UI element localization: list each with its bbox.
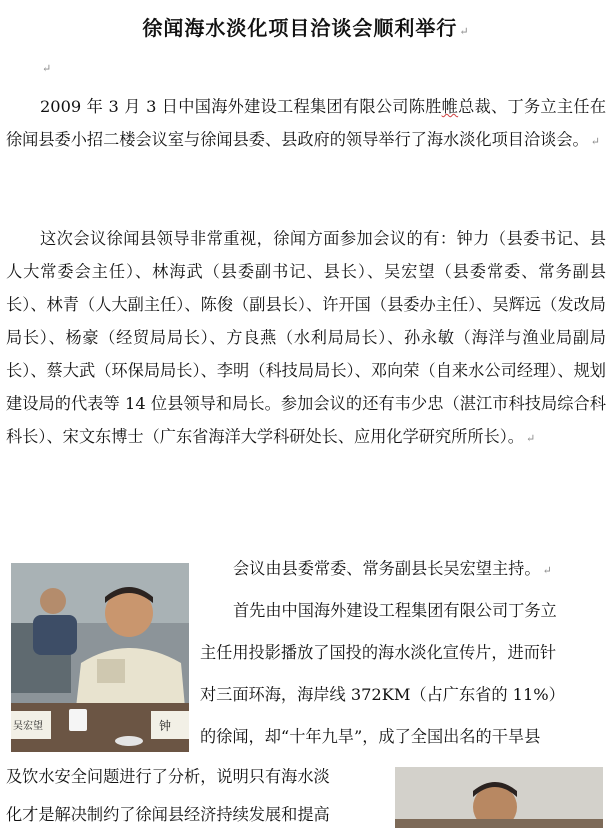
paragraph-4-line-5: 及饮水安全问题进行了分析，说明只有海水淡 — [6, 767, 330, 786]
paragraph-mark-icon: ↵ — [459, 25, 470, 38]
paragraph-4-line-2: 主任用投影播放了国投的海水淡化宣传片，进而针 — [200, 643, 557, 662]
nameplate-zhong: 钟 — [159, 719, 172, 733]
paragraph-mark-icon: ↵ — [42, 62, 52, 75]
paragraph-4-line-4: 的徐闻，却“十年九旱”，成了全国出名的干旱县 — [200, 727, 541, 746]
meeting-photo-2-image — [395, 767, 603, 828]
paragraph-4-line-3: 对三面环海，海岸线 372KM（占广东省的 11%） — [200, 685, 565, 704]
paragraph-1 — [6, 90, 606, 158]
document-title — [0, 12, 612, 41]
paragraph-1-text: 2009 年 3 月 3 日中国海外建设工程集团有限公司陈胜 — [40, 97, 442, 116]
paragraph-3 — [233, 552, 552, 587]
spellcheck-underlined-word: 帷 — [441, 97, 459, 116]
meeting-photo-1 — [11, 563, 189, 752]
paragraph-4-line-6: 化才是解决制约了徐闻县经济持续发展和提高 — [6, 805, 330, 824]
meeting-photo-2 — [395, 767, 603, 828]
paragraph-2-text: 这次会议徐闻县领导非常重视，徐闻方面参加会议的有：钟力（县委书记、县人大常委会主任）、林海武（县委副书记、县长）、吴宏望（县委常委、常务副县长）、林青（人大副主任）、陈俊（副县长）、许开国（县委办主任）、吴辉远（发改局局长）、杨豪（经贸局局长）、方良燕（水利局局长）、孙永敏（海洋与渔业局副局长）、蔡大武（环保局局长）、李明（科技局局长）、邓向荣（自来水公司经理）、规划建设局的代表等 14 位县领导和局长。参加会议的还有韦少忠（湛江市科技局综合科科长）、宋文东博士（广东省海洋大学科研处长、应用化学研究所所长）。 — [6, 229, 606, 446]
paragraph-3-text: 会议由县委常委、常务副县长吴宏望主持。 — [233, 559, 541, 578]
paragraph-2 — [6, 222, 606, 455]
paragraph-mark-icon: ↵ — [590, 135, 600, 148]
paragraph-4-line-1: 首先由中国海外建设工程集团有限公司丁务立 — [233, 601, 557, 620]
paragraph-1-text-cont: 总裁、丁务立主任在徐闻县委小招二楼会议室与徐闻县委、县政府的领导举行了海水淡化项目洽谈会。 — [6, 97, 607, 149]
paragraph-mark-icon: ↵ — [526, 432, 536, 445]
title-text: 徐闻海水淡化项目洽谈会顺利举行 — [142, 16, 458, 40]
paragraph-mark-icon: ↵ — [542, 564, 552, 577]
nameplate-wu-hongwang: 吴宏望 — [13, 721, 43, 732]
